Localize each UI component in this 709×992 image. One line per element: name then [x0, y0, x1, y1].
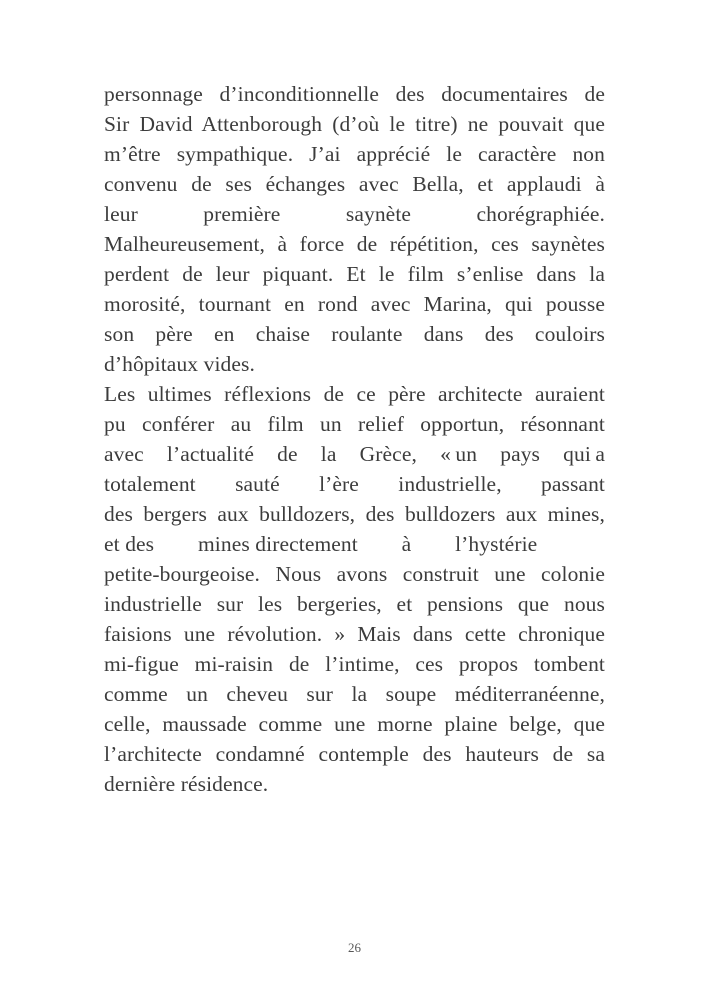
text-line: mi-figue mi-raisin de l’intime, ces propos tombent	[104, 652, 605, 676]
paragraph	[104, 79, 605, 379]
text-line: Les ultimes réflexions de ce père architecte auraient	[104, 382, 605, 406]
text-line: Malheureusement, à force de répétition, ces saynètes	[104, 232, 605, 256]
text-line: Sir David Attenborough (d’où le titre) ne pouvait que	[104, 112, 605, 136]
text-line: m’être sympathique. J’ai apprécié le caractère non	[104, 142, 605, 166]
text-line: perdent de leur piquant. Et le film s’enlise dans la	[104, 262, 605, 286]
text-line: l’architecte condamné contemple des hauteurs de sa	[104, 742, 605, 766]
text-line: et des mines directement à l’hystérie	[104, 532, 538, 556]
text-line: personnage d’inconditionnelle des documentaires de	[104, 82, 605, 106]
text-line: convenu de ses échanges avec Bella, et applaudi à	[104, 172, 605, 196]
text-line: pu conférer au film un relief opportun, résonnant	[104, 412, 605, 436]
paragraph	[104, 379, 605, 799]
text-line: d’hôpitaux vides.	[104, 352, 255, 376]
text-line: avec l’actualité de la Grèce, « un pays qui a	[104, 442, 605, 466]
body-text	[104, 79, 605, 799]
text-line: faisions une révolution. » Mais dans cette chronique	[104, 622, 605, 646]
text-line: son père en chaise roulante dans des couloirs	[104, 322, 605, 346]
text-line: industrielle sur les bergeries, et pensions que nous	[104, 592, 605, 616]
text-line: leur première saynète chorégraphiée.	[104, 202, 605, 226]
text-line: morosité, tournant en rond avec Marina, qui pousse	[104, 292, 605, 316]
text-line: dernière résidence.	[104, 772, 269, 796]
text-line: petite-bourgeoise. Nous avons construit une colonie	[104, 562, 605, 586]
text-line: celle, maussade comme une morne plaine belge, que	[104, 712, 605, 736]
text-line: comme un cheveu sur la soupe méditerranéenne,	[104, 682, 605, 706]
page-number: 26	[348, 940, 361, 955]
text-line: des bergers aux bulldozers, des bulldozers aux mines,	[104, 502, 605, 526]
text-line: totalement sauté l’ère industrielle, passant	[104, 472, 605, 496]
